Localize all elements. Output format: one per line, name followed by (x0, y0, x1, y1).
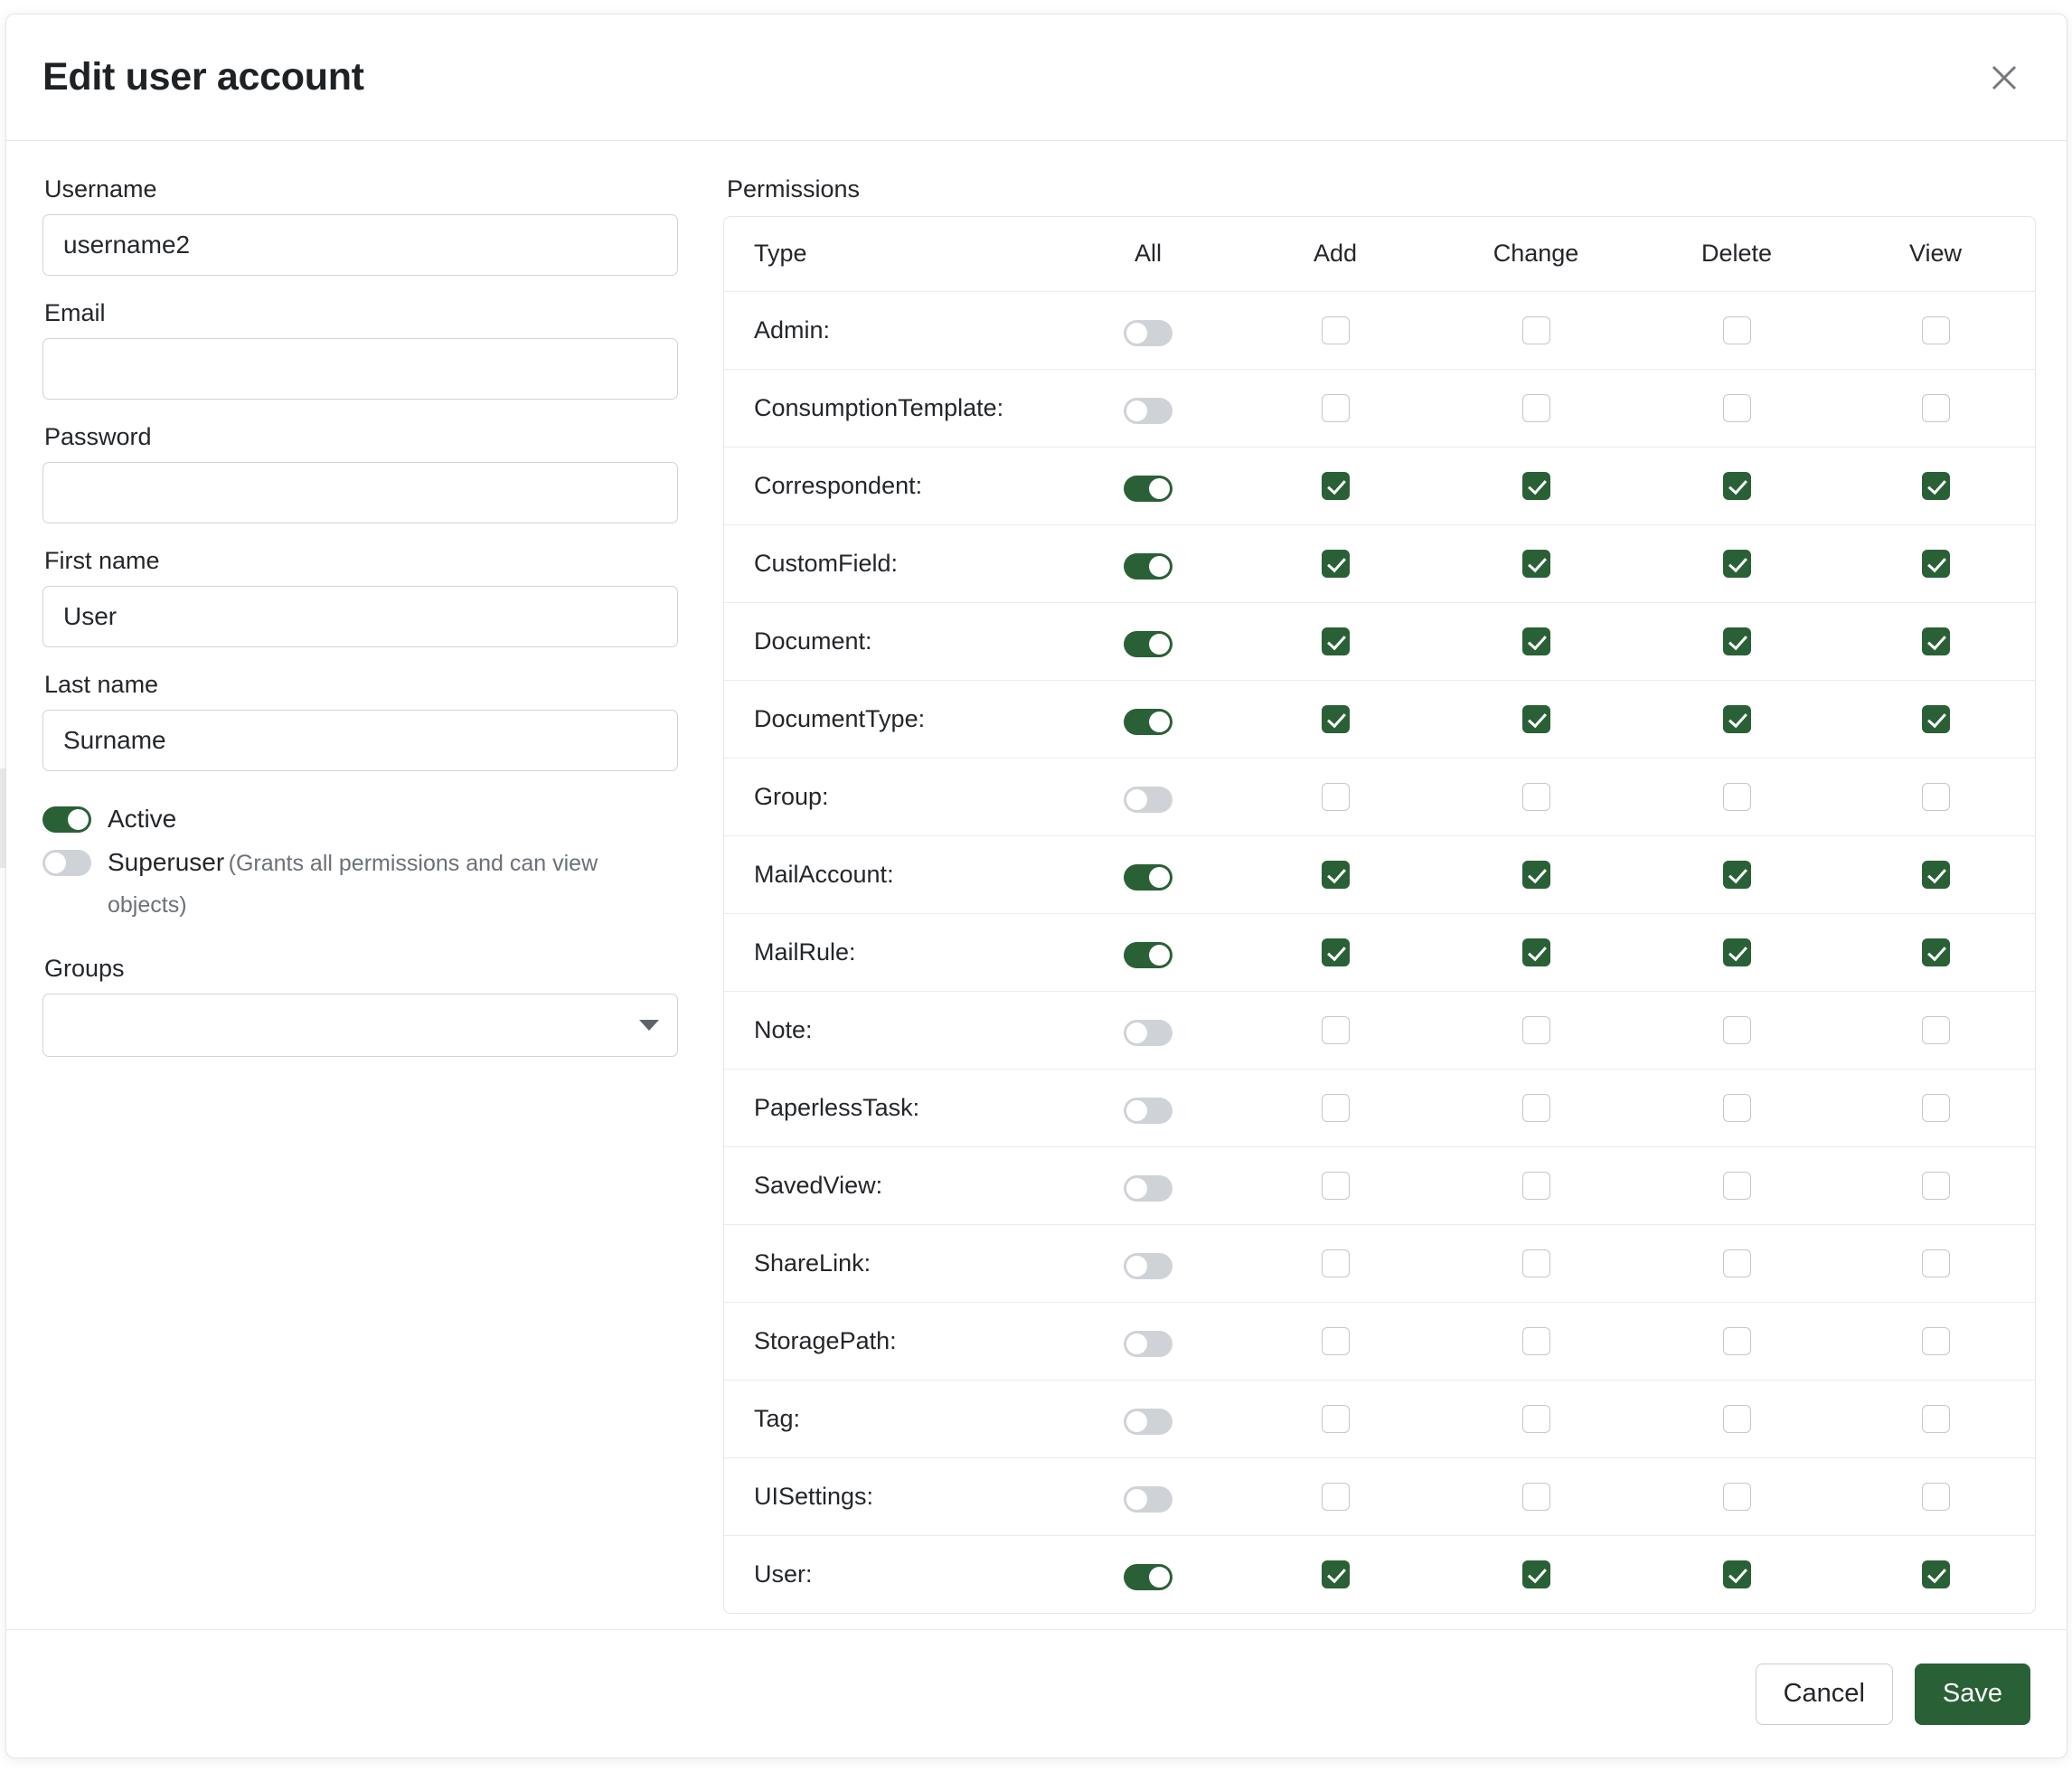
permission-add-checkbox-cell (1238, 680, 1433, 758)
permission-all-toggle[interactable] (1124, 1564, 1173, 1590)
table-row (724, 602, 2036, 680)
permission-view-checkbox[interactable] (1922, 783, 1950, 811)
permission-all-toggle-cell (1059, 1457, 1238, 1535)
permission-change-checkbox[interactable] (1522, 550, 1550, 578)
permission-all-toggle[interactable] (1124, 553, 1173, 580)
permission-add-checkbox[interactable] (1322, 316, 1350, 344)
permission-change-checkbox[interactable] (1522, 627, 1550, 655)
permission-delete-checkbox-cell (1639, 1380, 1834, 1457)
permission-change-checkbox-cell (1433, 369, 1639, 447)
edit-user-account-dialog (5, 14, 2067, 1758)
permission-delete-checkbox-cell (1639, 369, 1834, 447)
permission-delete-checkbox[interactable] (1723, 1327, 1751, 1355)
permission-delete-checkbox[interactable] (1723, 1172, 1751, 1200)
permission-change-checkbox-cell (1433, 1302, 1639, 1380)
permission-delete-checkbox[interactable] (1723, 472, 1751, 500)
table-row (724, 291, 2036, 369)
permission-delete-checkbox[interactable] (1723, 1560, 1751, 1588)
permission-type-label: DocumentType: (724, 680, 1059, 758)
permission-add-checkbox-cell (1238, 602, 1433, 680)
permission-delete-checkbox[interactable] (1723, 1483, 1751, 1511)
active-toggle[interactable] (42, 806, 91, 833)
permission-type-label: UISettings: (724, 1457, 1059, 1535)
permission-type-label: User: (754, 1560, 813, 1588)
permission-add-checkbox[interactable] (1322, 938, 1350, 966)
permission-delete-checkbox[interactable] (1723, 394, 1751, 422)
permission-delete-checkbox[interactable] (1723, 1405, 1751, 1433)
permission-add-checkbox[interactable] (1322, 1560, 1350, 1588)
table-row (724, 1302, 2036, 1380)
groups-label: Groups (44, 955, 125, 982)
active-toggle-row (42, 800, 680, 838)
permission-view-checkbox[interactable] (1922, 316, 1950, 344)
column-header-type: Type (724, 217, 1059, 291)
permission-view-checkbox[interactable] (1922, 1560, 1950, 1588)
permission-view-checkbox-cell (1834, 758, 2036, 835)
permission-add-checkbox[interactable] (1322, 394, 1350, 422)
user-details-form (42, 175, 716, 1629)
dialog-body (6, 141, 2067, 1629)
permission-delete-checkbox-cell (1639, 913, 1834, 991)
permission-change-checkbox[interactable] (1522, 1172, 1550, 1200)
permission-view-checkbox[interactable] (1922, 1327, 1950, 1355)
table-row (724, 991, 2036, 1069)
permission-delete-checkbox-cell (1639, 1146, 1834, 1224)
permission-all-toggle-cell (1059, 369, 1238, 447)
first-name-label: First name (44, 547, 160, 574)
permission-add-checkbox-cell (1238, 524, 1433, 602)
permission-delete-checkbox-cell (1639, 1457, 1834, 1535)
permission-all-toggle-cell (1059, 758, 1238, 835)
permission-add-checkbox[interactable] (1322, 472, 1350, 500)
dialog-header (6, 14, 2067, 141)
table-row (724, 1069, 2036, 1146)
permission-all-toggle-cell (1059, 1069, 1238, 1146)
permission-delete-checkbox[interactable] (1723, 861, 1751, 889)
column-header-add: Add (1238, 217, 1433, 291)
permission-type-label: Correspondent: (724, 447, 1059, 524)
permission-all-toggle[interactable] (1124, 1409, 1173, 1435)
permission-view-checkbox[interactable] (1922, 861, 1950, 889)
permission-delete-checkbox[interactable] (1723, 1249, 1751, 1277)
permission-change-checkbox-cell (1433, 835, 1639, 913)
permission-add-checkbox-cell (1238, 1224, 1433, 1302)
table-row (724, 913, 2036, 991)
permission-all-toggle-cell (1059, 913, 1238, 991)
permission-change-checkbox[interactable] (1522, 861, 1550, 889)
permission-add-checkbox[interactable] (1322, 1172, 1350, 1200)
column-header-all: All (1059, 217, 1238, 291)
permission-add-checkbox-cell (1238, 1535, 1433, 1613)
permission-all-toggle[interactable] (1124, 398, 1173, 424)
superuser-hint: (Grants all permissions and can view objects) (108, 851, 598, 918)
permission-view-checkbox[interactable] (1922, 1172, 1950, 1200)
permission-change-checkbox-cell (1433, 1069, 1639, 1146)
permission-delete-checkbox-cell (1639, 602, 1834, 680)
table-row (724, 1380, 2036, 1457)
table-row (724, 1224, 2036, 1302)
permission-add-checkbox-cell (1238, 758, 1433, 835)
page-title: Edit user account (42, 55, 364, 99)
permission-view-checkbox-cell (1834, 1146, 2036, 1224)
email-label: Email (44, 299, 106, 326)
table-row (724, 1535, 2036, 1613)
permission-delete-checkbox[interactable] (1723, 1016, 1751, 1044)
permission-type-label: MailRule: (724, 913, 1059, 991)
permission-add-checkbox[interactable] (1322, 1016, 1350, 1044)
permission-type-label: Group: (724, 758, 1059, 835)
permission-change-checkbox[interactable] (1522, 1249, 1550, 1277)
permission-type-label: Tag: (724, 1380, 1059, 1457)
permission-add-checkbox-cell (1238, 447, 1433, 524)
permission-change-checkbox-cell (1433, 447, 1639, 524)
permission-view-checkbox[interactable] (1922, 550, 1950, 578)
permission-add-checkbox-cell (1238, 1457, 1433, 1535)
superuser-toggle[interactable] (42, 850, 91, 876)
permission-delete-checkbox-cell (1639, 291, 1834, 369)
groups-select[interactable] (42, 994, 678, 1057)
permission-add-checkbox[interactable] (1322, 705, 1350, 733)
permission-all-toggle[interactable] (1124, 864, 1173, 891)
close-icon[interactable] (1978, 52, 2030, 104)
permission-change-checkbox-cell (1433, 1457, 1639, 1535)
table-row (724, 758, 2036, 835)
table-row (724, 447, 2036, 524)
permission-delete-checkbox-cell (1639, 835, 1834, 913)
permission-type-label: PaperlessTask: (724, 1069, 1059, 1146)
permission-view-checkbox-cell (1834, 991, 2036, 1069)
permission-add-checkbox-cell (1238, 291, 1433, 369)
permission-delete-checkbox-cell (1639, 1302, 1834, 1380)
permission-view-checkbox-cell (1834, 602, 2036, 680)
permission-type-label: Document: (724, 602, 1059, 680)
permission-add-checkbox[interactable] (1322, 1483, 1350, 1511)
permission-view-checkbox-cell (1834, 913, 2036, 991)
permission-change-checkbox-cell (1433, 1146, 1639, 1224)
cancel-button[interactable]: Cancel (1756, 1664, 1893, 1725)
permission-change-checkbox[interactable] (1522, 938, 1550, 966)
permission-delete-checkbox-cell (1639, 1224, 1834, 1302)
permission-change-checkbox-cell (1433, 1224, 1639, 1302)
permission-all-toggle-cell (1059, 524, 1238, 602)
permission-all-toggle-cell (1059, 1224, 1238, 1302)
permission-change-checkbox-cell (1433, 1535, 1639, 1613)
permission-type-label: Admin: (724, 291, 1059, 369)
permission-all-toggle[interactable] (1124, 631, 1173, 657)
permission-change-checkbox-cell (1433, 680, 1639, 758)
permission-view-checkbox[interactable] (1922, 394, 1950, 422)
chevron-down-icon (639, 1020, 659, 1031)
permission-delete-checkbox-cell (1639, 758, 1834, 835)
superuser-label: Superuser (108, 848, 225, 876)
column-header-view: View (1834, 217, 2036, 291)
permission-view-checkbox-cell (1834, 524, 2036, 602)
permission-delete-checkbox[interactable] (1723, 550, 1751, 578)
permission-add-checkbox[interactable] (1322, 550, 1350, 578)
table-row (724, 369, 2036, 447)
permission-add-checkbox[interactable] (1322, 1405, 1350, 1433)
permission-type-label: CustomField: (724, 524, 1059, 602)
permission-delete-checkbox[interactable] (1723, 316, 1751, 344)
permission-view-checkbox-cell (1834, 680, 2036, 758)
permission-change-checkbox[interactable] (1522, 1327, 1550, 1355)
permission-change-checkbox[interactable] (1522, 472, 1550, 500)
permission-change-checkbox[interactable] (1522, 1405, 1550, 1433)
active-label: Active (108, 805, 177, 833)
permission-change-checkbox-cell (1433, 758, 1639, 835)
dialog-footer (6, 1629, 2067, 1758)
password-field[interactable] (42, 462, 678, 523)
username-input[interactable] (42, 214, 678, 276)
permission-type-label: MailAccount: (724, 835, 1059, 913)
permission-delete-checkbox-cell (1639, 1535, 1834, 1613)
permission-add-checkbox-cell (1238, 1146, 1433, 1224)
permission-add-checkbox-cell (1238, 1069, 1433, 1146)
permission-all-toggle-cell (1059, 447, 1238, 524)
permission-change-checkbox[interactable] (1522, 1016, 1550, 1044)
permission-change-checkbox[interactable] (1522, 394, 1550, 422)
permission-add-checkbox-cell (1238, 913, 1433, 991)
table-row (724, 524, 2036, 602)
permission-change-checkbox-cell (1433, 1380, 1639, 1457)
permission-all-toggle-cell (1059, 1535, 1238, 1613)
permissions-table-body (724, 291, 2036, 1613)
permission-all-toggle-cell (1059, 835, 1238, 913)
permission-all-toggle[interactable] (1124, 1331, 1173, 1357)
permission-add-checkbox-cell (1238, 1380, 1433, 1457)
permission-view-checkbox[interactable] (1922, 938, 1950, 966)
permission-all-toggle[interactable] (1124, 1175, 1173, 1202)
permission-all-toggle[interactable] (1124, 1253, 1173, 1279)
permission-view-checkbox[interactable] (1922, 1405, 1950, 1433)
permission-all-toggle-cell (1059, 680, 1238, 758)
table-row (724, 1146, 2036, 1224)
permission-all-toggle[interactable] (1124, 320, 1173, 346)
permission-view-checkbox-cell (1834, 1069, 2036, 1146)
permission-all-toggle-cell (1059, 1380, 1238, 1457)
permissions-header-row (724, 217, 2036, 291)
permission-delete-checkbox-cell (1639, 991, 1834, 1069)
permission-type-label: ShareLink: (724, 1224, 1059, 1302)
permission-add-checkbox-cell (1238, 991, 1433, 1069)
last-name-label: Last name (44, 671, 159, 698)
permission-delete-checkbox-cell (1639, 524, 1834, 602)
table-row (724, 680, 2036, 758)
permission-add-checkbox[interactable] (1322, 1327, 1350, 1355)
permission-add-checkbox[interactable] (1322, 627, 1350, 655)
last-name-field[interactable] (42, 710, 678, 771)
permission-view-checkbox[interactable] (1922, 1483, 1950, 1511)
permission-delete-checkbox[interactable] (1723, 705, 1751, 733)
permission-all-toggle-cell (1059, 1146, 1238, 1224)
permission-change-checkbox[interactable] (1522, 1483, 1550, 1511)
permission-delete-checkbox-cell (1639, 447, 1834, 524)
permissions-table (723, 216, 2036, 1614)
permission-type-label: StoragePath: (724, 1302, 1059, 1380)
permission-view-checkbox-cell (1834, 369, 2036, 447)
permission-view-checkbox-cell (1834, 1302, 2036, 1380)
column-header-change: Change (1433, 217, 1639, 291)
permission-view-checkbox-cell (1834, 1457, 2036, 1535)
permission-delete-checkbox-cell (1639, 1069, 1834, 1146)
permission-all-toggle[interactable] (1124, 709, 1173, 735)
password-label: Password (44, 423, 152, 450)
save-button[interactable]: Save (1915, 1664, 2030, 1725)
permission-view-checkbox-cell (1834, 447, 2036, 524)
permission-view-checkbox-cell (1834, 291, 2036, 369)
permission-all-toggle-cell (1059, 602, 1238, 680)
permission-add-checkbox-cell (1238, 1302, 1433, 1380)
permission-delete-checkbox[interactable] (1723, 1094, 1751, 1122)
permission-add-checkbox[interactable] (1322, 1094, 1350, 1122)
first-name-field[interactable] (42, 586, 678, 647)
permission-change-checkbox[interactable] (1522, 1560, 1550, 1588)
permission-view-checkbox-cell (1834, 1535, 2036, 1613)
permission-all-toggle[interactable] (1124, 787, 1173, 813)
table-row (724, 1457, 2036, 1535)
permission-all-toggle[interactable] (1124, 476, 1173, 502)
permission-add-checkbox[interactable] (1322, 1249, 1350, 1277)
permission-all-toggle[interactable] (1124, 1020, 1173, 1046)
permission-delete-checkbox-cell (1639, 680, 1834, 758)
permission-change-checkbox-cell (1433, 291, 1639, 369)
permission-change-checkbox[interactable] (1522, 783, 1550, 811)
permission-change-checkbox[interactable] (1522, 1094, 1550, 1122)
permission-change-checkbox-cell (1433, 913, 1639, 991)
email-field[interactable] (42, 338, 678, 400)
permission-view-checkbox[interactable] (1922, 472, 1950, 500)
permission-all-toggle[interactable] (1124, 942, 1173, 968)
permission-change-checkbox-cell (1433, 991, 1639, 1069)
column-header-delete: Delete (1639, 217, 1834, 291)
permission-view-checkbox[interactable] (1922, 627, 1950, 655)
permissions-title: Permissions (727, 175, 861, 203)
permission-view-checkbox[interactable] (1922, 705, 1950, 733)
permission-all-toggle-cell (1059, 991, 1238, 1069)
superuser-text (108, 844, 650, 928)
permission-change-checkbox-cell (1433, 524, 1639, 602)
superuser-toggle-row (42, 844, 680, 928)
permissions-section (716, 175, 2036, 1629)
permission-add-checkbox[interactable] (1322, 783, 1350, 811)
permission-delete-checkbox[interactable] (1723, 783, 1751, 811)
permission-all-toggle[interactable] (1124, 1098, 1173, 1124)
permission-delete-checkbox[interactable] (1723, 627, 1751, 655)
permission-change-checkbox-cell (1433, 602, 1639, 680)
permission-type-label: Note: (724, 991, 1059, 1069)
permission-change-checkbox[interactable] (1522, 316, 1550, 344)
permission-add-checkbox-cell (1238, 369, 1433, 447)
permission-type-label: SavedView: (724, 1146, 1059, 1224)
permission-view-checkbox[interactable] (1922, 1249, 1950, 1277)
permission-all-toggle[interactable] (1124, 1486, 1173, 1513)
permission-delete-checkbox[interactable] (1723, 938, 1751, 966)
permission-view-checkbox[interactable] (1922, 1016, 1950, 1044)
table-row (724, 835, 2036, 913)
permission-all-toggle-cell (1059, 291, 1238, 369)
permission-view-checkbox[interactable] (1922, 1094, 1950, 1122)
permission-add-checkbox[interactable] (1322, 861, 1350, 889)
permission-all-toggle-cell (1059, 1302, 1238, 1380)
permission-view-checkbox-cell (1834, 1224, 2036, 1302)
permission-type-label: ConsumptionTemplate: (724, 369, 1059, 447)
permission-change-checkbox[interactable] (1522, 705, 1550, 733)
permission-view-checkbox-cell (1834, 835, 2036, 913)
username-label: Username (44, 175, 157, 203)
permission-view-checkbox-cell (1834, 1380, 2036, 1457)
permission-add-checkbox-cell (1238, 835, 1433, 913)
